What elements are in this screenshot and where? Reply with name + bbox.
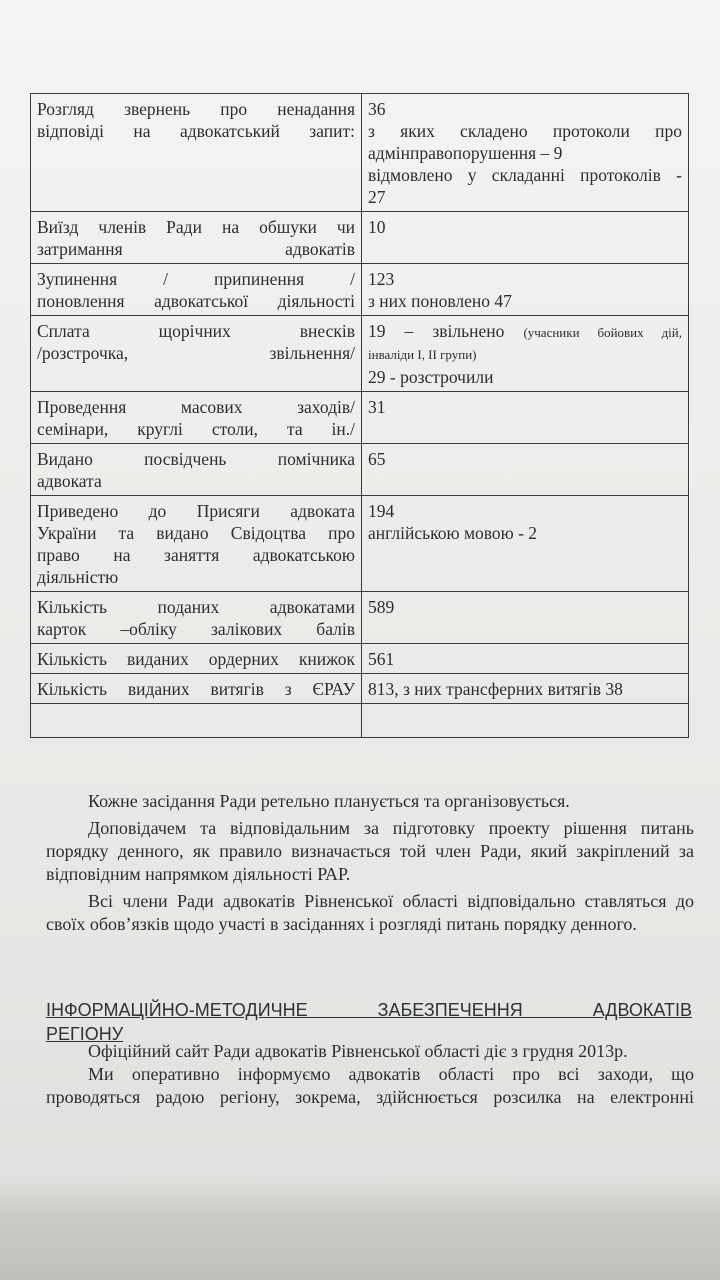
row-value: 31 bbox=[362, 392, 689, 444]
table-row bbox=[31, 392, 689, 444]
row-label: Кількість поданих адвокатами карток –обліку залікових балів bbox=[31, 592, 362, 644]
paragraph: Всі члени Ради адвокатів Рівненської області відповідально ставляться до своїх обов’язків щодо участі в засіданнях і розгляді питань порядку денного. bbox=[46, 891, 694, 934]
table-row bbox=[31, 94, 689, 212]
table-row-empty bbox=[31, 704, 689, 738]
row-value: 36 з яких складено протоколи про адмінправопорушення – 9 відмовлено у складанні протоколів - 27 bbox=[362, 94, 689, 212]
page-shadow bbox=[0, 1180, 720, 1280]
paragraph: Офіційний сайт Ради адвокатів Рівненської області діє з грудня 2013р. bbox=[88, 1041, 628, 1061]
paragraph: Доповідачем та відповідальним за підготовку проекту рішення питань порядку денного, як правило визначається той член Ради, який закріплений за відповідним напрямком діяльності РАР. bbox=[46, 818, 694, 884]
table-row bbox=[31, 316, 689, 392]
row-label: Кількість виданих витягів з ЄРАУ bbox=[31, 674, 362, 704]
row-value bbox=[362, 704, 689, 738]
row-label: Приведено до Присяги адвоката України та видано Свідоцтва про право на заняття адвокатською діяльністю bbox=[31, 496, 362, 592]
paragraph: Кожне засідання Ради ретельно планується та організовується. bbox=[88, 791, 570, 811]
row-value: 19 – звільнено (учасники бойових дій, інваліди І, ІІ групи) 29 - розстрочили bbox=[362, 316, 689, 392]
section-body bbox=[46, 1040, 694, 1109]
table-row bbox=[31, 264, 689, 316]
section-heading: ІНФОРМАЦІЙНО-МЕТОДИЧНЕ ЗАБЕЗПЕЧЕННЯ АДВОКАТІВ РЕГІОНУ bbox=[46, 1000, 692, 1044]
report-table bbox=[30, 93, 689, 738]
row-value: 194 англійською мовою - 2 bbox=[362, 496, 689, 592]
row-label: Розгляд звернень про ненадання відповіді на адвокатський запит: bbox=[31, 94, 362, 212]
body-text bbox=[46, 790, 694, 940]
row-label: Зупинення / припинення / поновлення адвокатської діяльності bbox=[31, 264, 362, 316]
row-label: Проведення масових заходів/ семінари, круглі столи, та ін./ bbox=[31, 392, 362, 444]
table-row bbox=[31, 592, 689, 644]
row-label: Видано посвідчень помічника адвоката bbox=[31, 444, 362, 496]
row-value: 813, з них трансферних витягів 38 bbox=[362, 674, 689, 704]
row-value: 123 з них поновлено 47 bbox=[362, 264, 689, 316]
table-row bbox=[31, 644, 689, 674]
table-row bbox=[31, 496, 689, 592]
row-label: Виїзд членів Ради на обшуки чи затримання адвокатів bbox=[31, 212, 362, 264]
row-label: Кількість виданих ордерних книжок bbox=[31, 644, 362, 674]
table-row bbox=[31, 444, 689, 496]
paragraph: Ми оперативно інформуємо адвокатів області про всі заходи, що bbox=[88, 1064, 694, 1084]
row-label bbox=[31, 704, 362, 738]
paragraph: проводяться радою регіону, зокрема, здійснюється розсилка на електронні bbox=[46, 1087, 694, 1107]
row-value: 589 bbox=[362, 592, 689, 644]
row-label: Сплата щорічних внесків /розстрочка, звільнення/ bbox=[31, 316, 362, 392]
row-value: 561 bbox=[362, 644, 689, 674]
row-value: 10 bbox=[362, 212, 689, 264]
table-row bbox=[31, 212, 689, 264]
table-row bbox=[31, 674, 689, 704]
row-value: 65 bbox=[362, 444, 689, 496]
